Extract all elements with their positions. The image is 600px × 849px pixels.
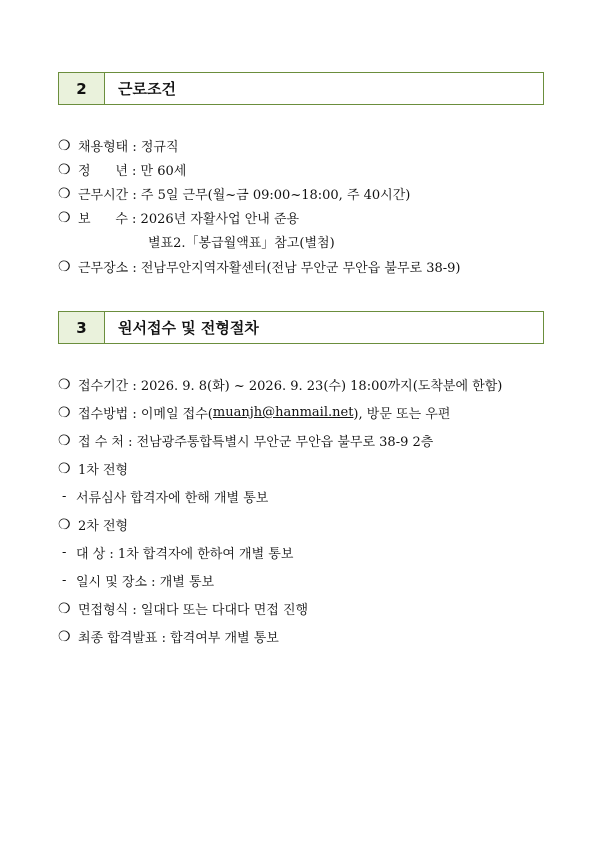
- circle-bullet-icon: ❍: [58, 628, 71, 645]
- list-item: [58, 375, 502, 394]
- item-text: 일시 및 장소 : 개별 통보: [76, 575, 215, 590]
- circle-bullet-icon: ❍: [58, 516, 71, 533]
- list-item: [58, 184, 410, 203]
- circle-bullet-icon: ❍: [58, 258, 71, 275]
- section-number: 3: [59, 312, 105, 343]
- circle-bullet-icon: ❍: [58, 376, 71, 393]
- circle-bullet-icon: ❍: [58, 432, 71, 449]
- item-text: 최종 합격발표 : 합격여부 개별 통보: [78, 631, 279, 646]
- list-item: [58, 515, 128, 534]
- list-item: [58, 599, 308, 618]
- sub-list-item: [62, 543, 293, 562]
- item-text: 접수기간 : 2026. 9. 8(화) ~ 2026. 9. 23(수) 18:00까지(도착분에 한함): [78, 379, 503, 394]
- list-item: [58, 208, 299, 227]
- item-text: 접수방법 : 이메일 접수(: [78, 407, 213, 422]
- list-item: [58, 459, 128, 478]
- circle-bullet-icon: ❍: [58, 185, 71, 202]
- dash-bullet: -: [62, 573, 67, 588]
- list-item: [58, 136, 179, 155]
- circle-bullet-icon: ❍: [58, 161, 71, 178]
- circle-bullet-icon: ❍: [58, 600, 71, 617]
- list-item-continuation: [148, 232, 335, 251]
- section-number: 2: [59, 73, 105, 104]
- item-text: 면접형식 : 일대다 또는 다대다 면접 진행: [78, 603, 309, 618]
- item-text: 별표2.「봉급월액표」참고(별첨): [148, 236, 335, 251]
- circle-bullet-icon: ❍: [58, 137, 71, 154]
- dash-bullet: -: [62, 489, 67, 504]
- item-text: ), 방문 또는 우편: [353, 407, 451, 422]
- sub-list-item: [62, 487, 268, 506]
- section-title: 원서접수 및 전형절차: [118, 319, 259, 337]
- list-item: [58, 431, 433, 450]
- item-text: 1차 전형: [78, 463, 129, 478]
- item-text: 근무장소 : 전남무안지역자활센터(전남 무안군 무안읍 불무로 38-9): [78, 261, 461, 276]
- section-title: 근로조건: [118, 80, 176, 98]
- section-header-2: [58, 72, 544, 105]
- circle-bullet-icon: ❍: [58, 209, 71, 226]
- sub-list-item: [62, 571, 214, 590]
- item-text: 2차 전형: [78, 519, 129, 534]
- email-link[interactable]: muanjh@hanmail.net: [212, 405, 354, 420]
- list-item: [58, 403, 450, 422]
- item-text: 접 수 처 : 전남광주통합특별시 무안군 무안읍 불무로 38-9 2층: [78, 435, 434, 450]
- item-text: 보 수 : 2026년 자활사업 안내 준용: [78, 212, 300, 227]
- item-text: 정 년 : 만 60세: [78, 164, 187, 179]
- item-text: 근무시간 : 주 5일 근무(월~금 09:00~18:00, 주 40시간): [78, 188, 411, 203]
- list-item: [58, 257, 460, 276]
- item-text: 대 상 : 1차 합격자에 한하여 개별 통보: [76, 547, 294, 562]
- list-item: [58, 627, 279, 646]
- section-header-3: [58, 311, 544, 344]
- circle-bullet-icon: ❍: [58, 460, 71, 477]
- item-text: 채용형태 : 정규직: [78, 140, 179, 155]
- circle-bullet-icon: ❍: [58, 404, 71, 421]
- dash-bullet: -: [62, 545, 67, 560]
- item-text: 서류심사 합격자에 한해 개별 통보: [76, 491, 269, 506]
- list-item: [58, 160, 186, 179]
